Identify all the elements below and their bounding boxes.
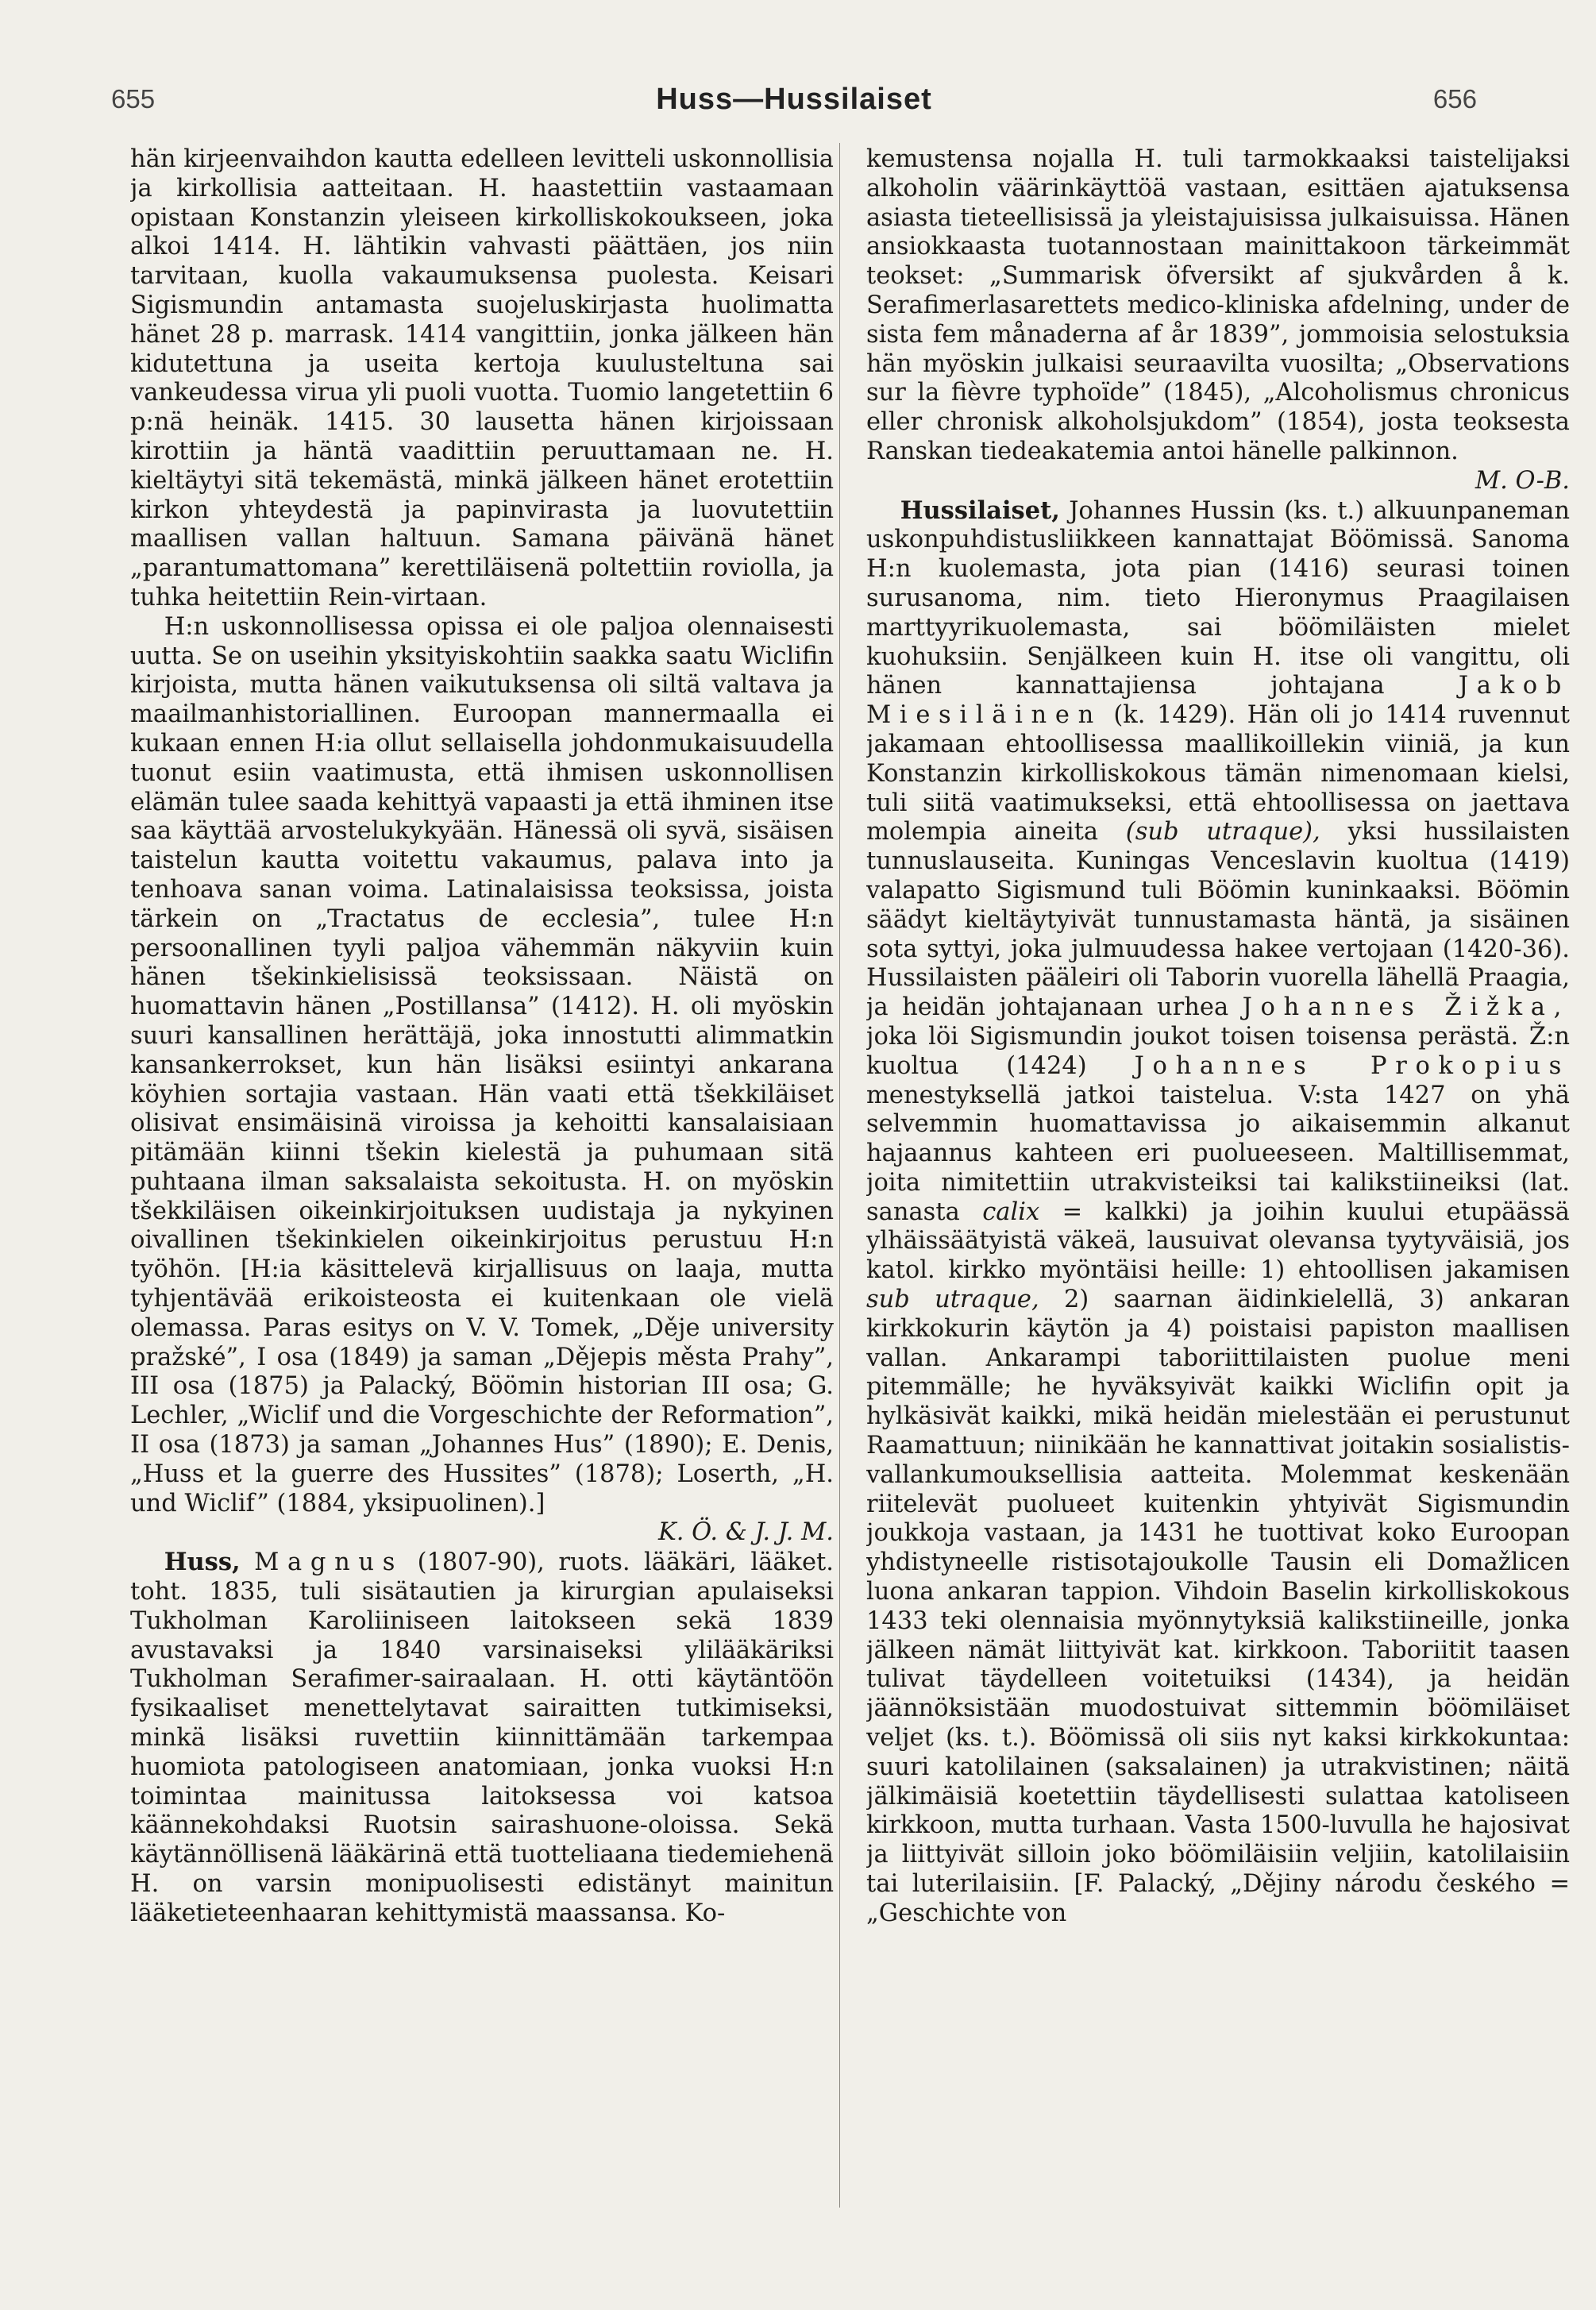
entry-body: (1807-90), ruots. lääkäri, lääket. toht. 1835, tuli sisätautien ja kirurgian apulaiseksi Tukholman Karoliiniseen laitokseen sekä 1839 avustavaksi ja 1840 varsinaiseksi ylilääkäriksi Tukholman Serafimer-sairaalaan. H. otti käytäntöön fysikaaliset menettelytavat sairaitten tutkimiseksi, minkä lisäksi ruvettiin kiinnittämään tarkempaa huomiota patologiseen anatomiaan, jonka vuoksi H:n toimintaa mainitussa laitoksessa voi katsoa käännekohdaksi Ruotsin sairashuone-oloissa. Sekä käytännöllisenä lääkärinä että tuotteliaana tiedemiehenä H. on varsin monipuolisesti edistänyt mainitun lääketieteenhaaran kehittymistä maassansa. Ko- bbox=[130, 1548, 834, 1927]
entry-body-part: = kalkki) ja joihin kuului etupäässä ylhäissäätyistä väkeä, lausuivat olevansa tyytyväisiä, jos katol. kirkko myöntäisi heille: 1) ehtoollisen jakamisen bbox=[866, 1197, 1570, 1285]
spaced-name: Johannes Prokopius bbox=[1134, 1051, 1570, 1080]
author-signature: K. Ö. & J. J. M. bbox=[657, 1518, 834, 1547]
left-column bbox=[130, 145, 834, 2210]
spaced-name: Johannes Žižka, bbox=[1242, 993, 1570, 1022]
entry-body-part: (k. 1429). Hän oli jo 1414 ruvennut jakamaan ehtoollisessa maallikoillekin viiniä, ja kun Konstanzin kirkolliskokous tämän nimenomaan kielsi, tuli siitä vaatimukseksi, että ehtoollisessa on jaettava molempia aineita bbox=[866, 701, 1570, 846]
italic-term: calix bbox=[982, 1197, 1040, 1226]
italic-term: sub utraque, bbox=[866, 1286, 1039, 1314]
huss-continuation-paragraph: hän kirjeenvaihdon kautta edelleen levitteli uskonnollisia ja kirkollisia aatteitaan. H. haastettiin vastaamaan opistaan Konstanzin yleiseen kirkolliskokoukseen, joka alkoi 1414. H. lähtikin vahvasti päättäen, jos niin tarvitaan, kuolla vakaumuksensa puolesta. Keisari Sigismundin antamasta suojeluskirjasta huolimatta hänet 28 p. marrask. 1414 vangittiin, jonka jälkeen hän kidutettuna ja useita kertoja kuulusteltuna sai vankeudessa virua yli puoli vuotta. Tuomio langetettiin 6 p:nä heinäk. 1415. 30 lausetta hänen kirjoissaan kirottiin ja häntä vaadittiin peruuttamaan ne. H. kieltäytyi sitä tekemästä, minkä jälkeen hänet erotettiin kirkon yhteydestä ja papinvirasta ja luovutettiin maallisen vallan haltuun. Samana päivänä hänet „parantumattomana” kerettiläisenä poltettiin roviolla, ja tuhka heitettiin Rein-virtaan. bbox=[130, 145, 834, 611]
page-header bbox=[111, 79, 1477, 119]
entry-huss-magnus bbox=[130, 1548, 834, 1928]
right-column bbox=[866, 145, 1570, 2210]
entry-body-part: 2) saarnan äidinkielellä, 3) ankaran kirkkokurin käytön ja 4) poistaisi papiston maallisen vallan. Ankarampi taboriittilaisten puolue meni pitemmälle; he hyväksyivät kaikki Wiclifin opit ja hylkäsivät kaikki, mikä heidän mielestään ei perustunut Raamattuun; niinikään he kannattivat joitakin sosialistis-vallankumouksellisia aatteita. Molemmat keskenään riitelevät puolueet kuitenkin yhtyivät Sigismundin joukkoja vastaan, ja 1431 he tuottivat koko Euroopan yhdistyneelle ristisotajoukolle Tausin eli Domažlicen luona ankaran tappion. Vihdoin Baselin kirkolliskokous 1433 teki olennaisia myönnytyksiä kalikstiineille, jonka jälkeen nämät liittyivät kat. kirkkoon. Taboriitit taasen tulivat täydelleen voitetuiksi (1434), ja heidän jäännöksistään muodostuivat sittemmin böömiläiset veljet (ks. t.). Böömissä oli siis nyt kaksi kirkkokuntaa: suuri katolilainen (saksalainen) ja utrakvistinen; näitä jälkimäisiä koetettiin täydellisesti sulattaa katoliseen kirkkoon, mutta turhaan. Vasta 1500-luvulla he hajosivat ja liittyivät silloin joko böömiläisiin veljiin, katolilaisiin tai luterilaisiin. [F. Palacký, „Dějiny národu českého = „Geschichte von bbox=[866, 1286, 1570, 1927]
entry-body-part: menestyksellä jatkoi taistelua. V:sta 1427 on yhä selvemmin huomattavissa jo aikaisemmin alkanut hajaannus kahteen eri puolueeseen. Maltillisemmat, joita nimitettiin utrakvisteiksi tai kalikstiineiksi (lat. sanasta bbox=[866, 1081, 1570, 1226]
page-number-right: 656 bbox=[1432, 84, 1477, 114]
spaced-name: Jakob Miesiläinen bbox=[866, 672, 1570, 730]
italic-term: (sub utraque), bbox=[1125, 818, 1320, 846]
running-title: Huss—Hussilaiset bbox=[656, 82, 932, 116]
page-number-left: 655 bbox=[111, 84, 156, 114]
entry-headword: Hussilaiset, bbox=[900, 496, 1060, 525]
entry-forename: Magnus bbox=[254, 1548, 404, 1577]
huss-doctrine-paragraph: H:n uskonnollisessa opissa ei ole paljoa olennaisesti uutta. Se on useihin yksityiskohtiin saakka saatu Wiclifin kirjoista, mutta hänen vaikutuksensa oli siltä valtava ja maailmanhistoriallinen. Euroopan mannermaalla ei kukaan ennen H:ia ollut sellaisella johdonmukaisuudella tuonut esiin vaatimusta, että ihmisen uskonnollisen elämän tulee saada kehittyä vapaasti ja että ihminen itse saa käyttää arvostelukykyään. Hänessä oli syvä, sisäisen taistelun kautta voitettu vakaumus, palava into ja tenhoava sanan voima. Latinalaisissa teoksissa, joista tärkein on „Tractatus de ecclesia”, tulee H:n persoonallinen tyyli paljoa vähemmän näkyviin kuin hänen tšekinkielisissä teoksissaan. Näistä on huomattavin hänen „Postillansa” (1412). H. oli myöskin suuri kansallinen herättäjä, joka innostutti alimmatkin kansankerrokset, kun hän lisäksi esiintyi ankarana köyhien sortajia vastaan. Hän vaati että tšekkiläiset olisivat ensimäisinä viroissa ja kehoitti kansalaisiaan pitämään kiinni tšekin kielestä ja puhumaan sitä puhtaana ilman saksalaista sekoitusta. H. on myöskin tšekkiläisen oikeinkirjoituksen uudistaja ja nykyinen oivallinen tšekinkielen oikeinkirjoitus perustuu H:n työhön. [H:ia käsittelevä kirjallisuus on laaja, mutta tyhjentävää erikoisteosta ei kuitenkaan ole vielä olemassa. Paras esitys on V. V. Tomek, „Děje university pražské”, I osa (1849) ja saman „Dějepis města Prahy”, III osa (1875) ja Palacký, Böömin historian III osa; G. Lechler, „Wiclif und die Vorgeschichte der Reformation”, II osa (1873) ja saman „Johannes Hus” (1890); E. Denis, „Huss et la guerre des Hussites” (1878); Loserth, „H. und Wiclif” (1884, yksipuolinen).] bbox=[130, 612, 834, 1518]
entry-body-part: Johannes Hussin (ks. t.) alkuunpaneman uskonpuhdistusliikkeen kannattajat Böömissä. Sanoma H:n kuolemasta, jota pian (1416) seurasi toinen surusanoma, nim. tieto Hieronymus Praagilaisen marttyyrikuolemasta, sai böömiläisten mielet kuohuksiin. Senjälkeen kuin H. itse oli vangittu, oli hänen kannattajiensa johtajana bbox=[866, 496, 1570, 700]
entry-headword: Huss, bbox=[164, 1548, 241, 1577]
author-signature: M. O-B. bbox=[1475, 466, 1570, 495]
entry-body-part: yksi hussilaisten tunnuslauseita. Kuningas Venceslavin kuoltua (1419) valapatto Sigismund tuli Böömin kuninkaaksi. Böömin säädyt kieltäytyivät tunnustamasta häntä, ja sisäinen sota syttyi, joka julmuudessa hakee vertojaan (1420-36). Hussilaisten pääleiri oli Taborin vuorella lähellä Praagia, ja heidän johtajanaan urhea bbox=[866, 818, 1570, 1022]
entry-hussilaiset bbox=[866, 496, 1570, 1929]
column-divider bbox=[839, 143, 840, 2208]
entry-body-part: joka löi Sigismundin joukot toisen toisensa perästä. Ž:n kuoltua (1424) bbox=[866, 1022, 1570, 1080]
magnus-continuation-paragraph: kemustensa nojalla H. tuli tarmokkaaksi taistelijaksi alkoholin väärinkäyttöä vastaan, esittäen ajatuksensa asiasta tieteellisissä ja yleistajuisissa julkaisuissa. Hänen ansiokkaasta tuotannostaan mainittakoon tärkeimmät teokset: „Summarisk öfversikt af sjukvården å k. Serafimerlasarettets medico-kliniska afdelning, under de sista fem månaderna af år 1839”, jommoisia selostuksia hän myöskin julkaisi seuraavilta vuosilta; „Observations sur la fièvre typhoïde” (1845), „Alcoholismus chronicus eller chronisk alkoholsjukdom” (1854), josta teoksesta Ranskan tiedeakatemia antoi hänelle palkinnon. bbox=[866, 145, 1570, 465]
